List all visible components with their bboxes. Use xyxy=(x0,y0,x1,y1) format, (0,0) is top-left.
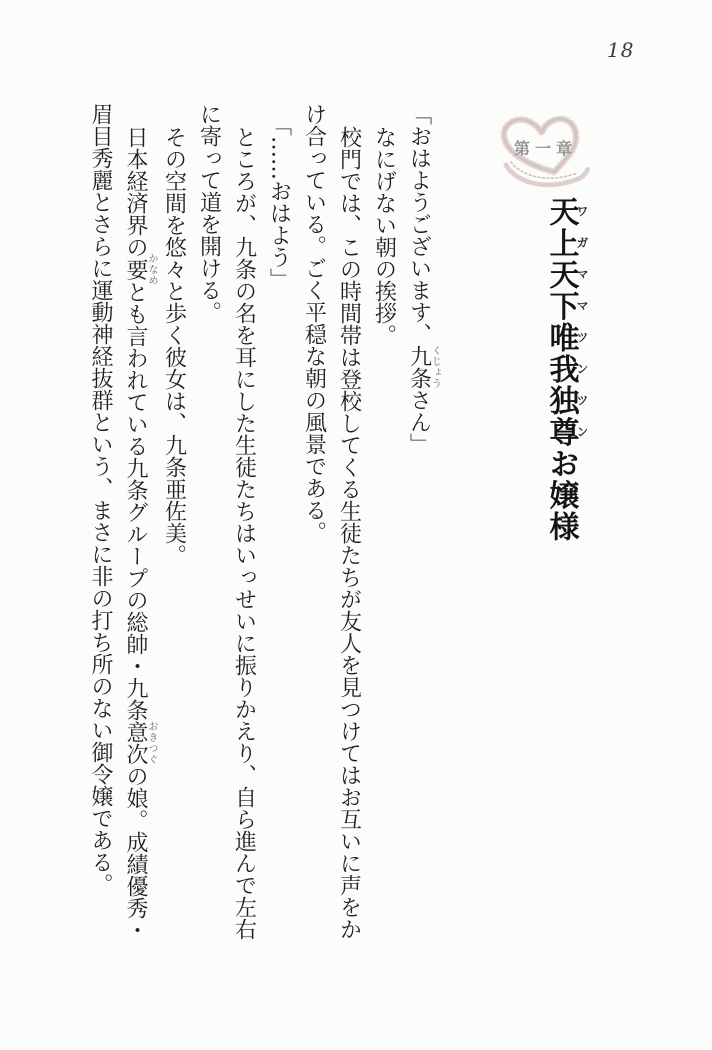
text-run: その空間を悠々と歩く彼女は、九条亜佐美。 xyxy=(161,126,187,566)
text-run: 「おはようございます、 xyxy=(406,103,432,345)
text-column-1 xyxy=(402,103,441,961)
ruby-annotated-text xyxy=(406,345,441,389)
text-run: の娘。成績優秀・ xyxy=(123,765,148,941)
chapter-label: 第一章 xyxy=(513,139,577,158)
text-run: さん」 xyxy=(406,389,432,455)
ruby-base-text: 天上天下唯我独尊 xyxy=(543,196,579,448)
text-run: 校門では、この時間帯は登校してくる生徒たちが友人を見つけてはお互いに声をか xyxy=(336,126,362,940)
text-column-2 xyxy=(367,103,402,961)
page-number: 18 xyxy=(607,38,635,62)
text-column-9 xyxy=(118,103,157,961)
text-run: 「……おはよう」 xyxy=(266,114,292,290)
text-run: 日本経済界の xyxy=(123,126,148,258)
text-run: とも言われている九条グループの総帥・九条 xyxy=(123,281,148,721)
text-column-7 xyxy=(192,103,227,961)
main-text xyxy=(83,103,440,983)
text-column-3 xyxy=(332,103,367,961)
ruby-annotated-text xyxy=(543,196,589,448)
text-run: ところが、九条の名を耳にした生徒たちはいっせいに振りかえり、自ら進んで左右 xyxy=(231,126,257,940)
chapter-title xyxy=(543,196,589,543)
ruby-base-text: 要 xyxy=(123,253,148,286)
chapter-heart-decoration xyxy=(492,110,596,200)
text-column-10 xyxy=(83,103,118,961)
text-run: 眉目秀麗とさらに運動神経抜群という、まさに非の打ち所のない御令嬢である。 xyxy=(88,103,113,895)
furigana-text: おきつぐ xyxy=(146,721,157,765)
ruby-annotated-text xyxy=(123,253,157,286)
ruby-annotated-text xyxy=(123,721,157,765)
text-run: に寄って道を開ける。 xyxy=(196,103,222,323)
text-run: け合っている。ごく平穏な朝の風景である。 xyxy=(301,103,327,543)
text-run: お嬢様 xyxy=(543,448,579,543)
text-column-6 xyxy=(227,103,262,961)
text-column-4 xyxy=(297,103,332,961)
furigana-text: かなめ xyxy=(146,253,157,286)
text-column-8 xyxy=(157,103,192,961)
text-run: なにげない朝の挨拶。 xyxy=(371,126,397,346)
ruby-base-text: 意次 xyxy=(123,721,148,765)
furigana-text: くじょう xyxy=(429,345,441,389)
text-column-5 xyxy=(262,103,297,961)
ruby-base-text: 九条 xyxy=(406,345,432,389)
furigana-text: ワガママツンツン xyxy=(575,196,589,448)
